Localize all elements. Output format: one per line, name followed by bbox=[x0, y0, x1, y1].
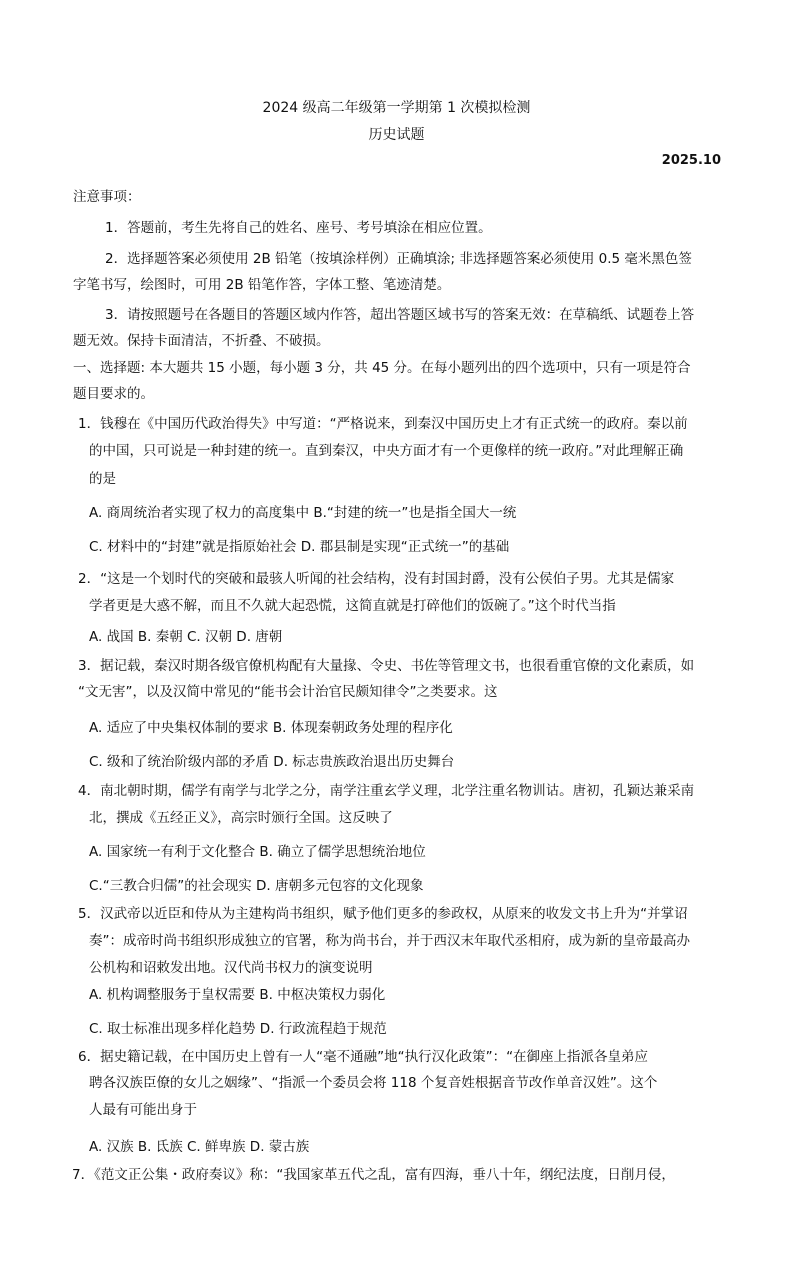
question-line: 2．“这是一个划时代的突破和最骇人听闻的社会结构，没有封国封爵，没有公侯伯子男。尤其是儒家 bbox=[78, 571, 675, 587]
notice-item: 3．请按照题号在各题目的答题区域内作答，超出答题区域书写的答案无效：在草稿纸、试题卷上答 bbox=[105, 307, 695, 323]
question-options: A. 汉族 B. 氐族 C. 鲜卑族 D. 蒙古族 bbox=[89, 1139, 310, 1155]
question-line: 5．汉武帝以近臣和侍从为主建构尚书组织，赋予他们更多的参政权，从原来的收发文书上升为“并掌诏 bbox=[78, 906, 688, 922]
notice-item: 题无效。保持卡面清洁，不折叠、不破损。 bbox=[73, 333, 330, 349]
question-options: A. 商周统治者实现了权力的高度集中 B.“封建的统一”也是指全国大一统 bbox=[89, 505, 517, 521]
question-options: A. 适应了中央集权体制的要求 B. 体现秦朝政务处理的程序化 bbox=[89, 720, 453, 736]
notice-item: 1．答题前，考生先将自己的姓名、座号、考号填涂在相应位置。 bbox=[105, 220, 492, 236]
question-line: 的是 bbox=[89, 471, 116, 487]
notice-item: 字笔书写，绘图时，可用 2B 铅笔作答，字体工整、笔迹清楚。 bbox=[73, 277, 451, 293]
question-options: A. 国家统一有利于文化整合 B. 确立了儒学思想统治地位 bbox=[89, 844, 426, 860]
exam-subtitle: 历史试题 bbox=[368, 127, 425, 143]
question-options: A. 机构调整服务于皇权需要 B. 中枢决策权力弱化 bbox=[89, 987, 386, 1003]
question-line: 7．《范文正公集・政府奏议》称：“我国家革五代之乱，富有四海，垂八十年，纲纪法度，日削月侵， bbox=[72, 1167, 675, 1183]
question-line: 学者更是大惑不解，而且不久就大起恐慌，这简直就是打碎他们的饭碗了。”这个时代当指 bbox=[89, 598, 616, 614]
question-line: 的中国，只可说是一种封建的统一。直到秦汉，中央方面才有一个更像样的统一政府。”对此理解正确 bbox=[89, 443, 684, 459]
exam-date: 2025.10 bbox=[661, 153, 721, 168]
question-line: 3．据记载，秦汉时期各级官僚机构配有大量掾、令史、书佐等管理文书，也很看重官僚的文化素质，如 bbox=[78, 658, 695, 674]
question-options: C. 材料中的“封建”就是指原始社会 D. 郡县制是实现“正式统一”的基础 bbox=[89, 539, 510, 555]
question-options: C. 级和了统治阶级内部的矛盾 D. 标志贵族政治退出历史舞台 bbox=[89, 754, 455, 770]
question-options: C.“三教合归儒”的社会现实 D. 唐朝多元包容的文化现象 bbox=[89, 878, 424, 894]
question-line: “文无害”，以及汉简中常见的“能书会计治官民颇知律令”之类要求。这 bbox=[78, 684, 498, 700]
question-options: A. 战国 B. 秦朝 C. 汉朝 D. 唐朝 bbox=[89, 629, 283, 645]
question-options: C. 取士标准出现多样化趋势 D. 行政流程趋于规范 bbox=[89, 1021, 387, 1037]
question-line: 1．钱穆在《中国历代政治得失》中写道：“严格说来，到秦汉中国历史上才有正式统一的政府。秦以前 bbox=[78, 416, 688, 432]
question-line: 4．南北朝时期，儒学有南学与北学之分，南学注重玄学义理，北学注重名物训诂。唐初，孔颖达兼采南 bbox=[78, 783, 695, 799]
section-line: 题目要求的。 bbox=[73, 386, 154, 402]
question-line: 6．据史籍记载，在中国历史上曾有一人“毫不通融”地“执行汉化政策”：“在御座上指派各皇弟应 bbox=[78, 1049, 649, 1065]
question-line: 北，撰成《五经正义》，高宗时颁行全国。这反映了 bbox=[89, 810, 393, 826]
exam-title: 2024 级高二年级第一学期第 1 次模拟检测 bbox=[262, 100, 531, 116]
notice-item: 2．选择题答案必须使用 2B 铅笔（按填涂样例）正确填涂; 非选择题答案必须使用 0.5 毫米黑色签 bbox=[105, 251, 692, 267]
question-line: 人最有可能出身于 bbox=[89, 1102, 197, 1118]
question-line: 公机构和诏敕发出地。汉代尚书权力的演变说明 bbox=[89, 960, 373, 976]
section-line: 一、选择题: 本大题共 15 小题，每小题 3 分，共 45 分。在每小题列出的四个选项中，只有一项是符合 bbox=[73, 360, 691, 376]
question-line: 聘各汉族臣僚的女儿之姻缘”、“指派一个委员会将 118 个复音姓根据音节改作单音汉姓”。这个 bbox=[89, 1075, 658, 1091]
question-line: 奏”：成帝时尚书组织形成独立的官署，称为尚书台，并于西汉末年取代丞相府，成为新的皇帝最高办 bbox=[89, 933, 690, 949]
notice-heading: 注意事项： bbox=[73, 189, 141, 205]
